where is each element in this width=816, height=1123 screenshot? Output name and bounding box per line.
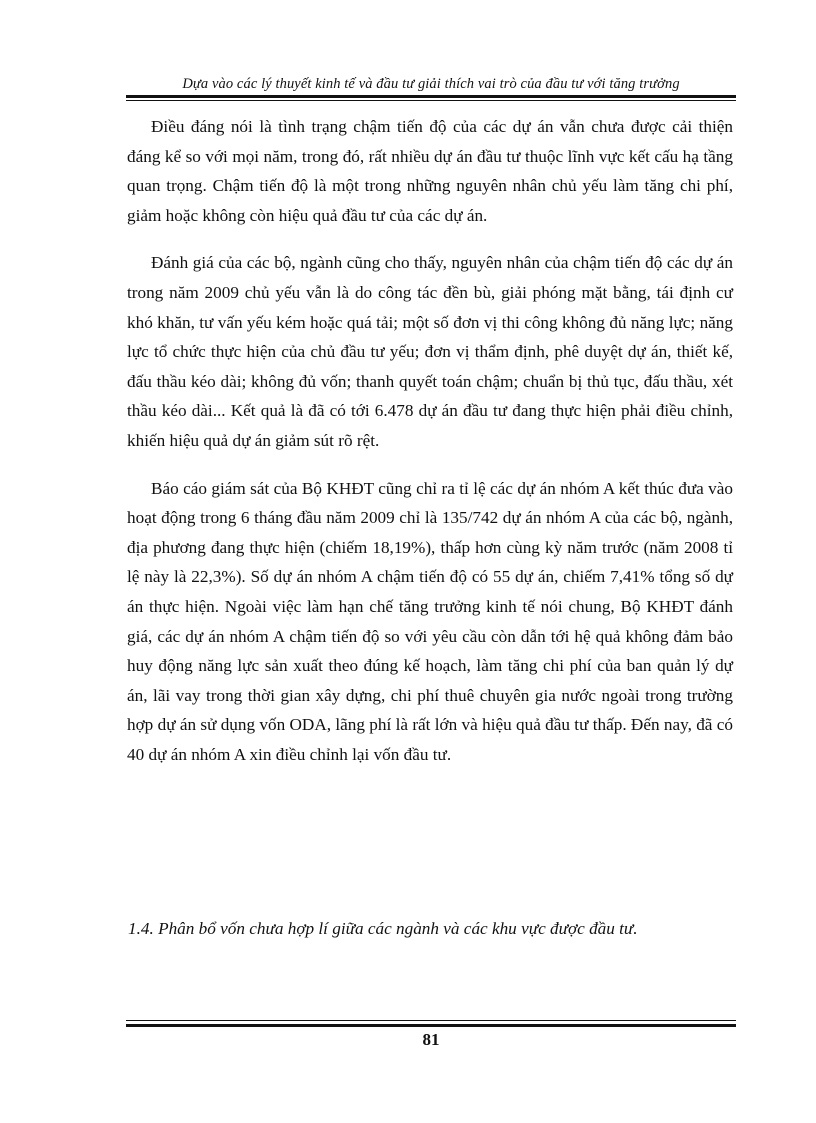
- header-divider-thick: [126, 95, 736, 98]
- header-divider-thin: [126, 100, 736, 101]
- page-number: 81: [422, 1030, 440, 1049]
- footer-divider-thick: [126, 1024, 736, 1027]
- footer-divider-thin: [126, 1020, 736, 1021]
- body-content: [127, 112, 733, 787]
- section-heading: 1.4. Phân bổ vốn chưa hợp lí giữa các ngành và các khu vực được đầu tư.: [128, 919, 638, 938]
- paragraph-3: Báo cáo giám sát của Bộ KHĐT cũng chỉ ra tỉ lệ các dự án nhóm A kết thúc đưa vào hoạt động trong 6 tháng đầu năm 2009 chỉ là 135/742 dự án nhóm A của các bộ, ngành, địa phương đang thực hiện (chiếm 18,19%), thấp hơn cùng kỳ năm trước (năm 2008 tỉ lệ này là 22,3%). Số dự án nhóm A chậm tiến độ có 55 dự án, chiếm 7,41% tổng số dự án thực hiện. Ngoài việc làm hạn chế tăng trưởng kinh tế nói chung, Bộ KHĐT đánh giá, các dự án nhóm A chậm tiến độ so với yêu cầu còn dẫn tới hệ quả không đảm bảo huy động năng lực sản xuất theo đúng kế hoạch, làm tăng chi phí của ban quản lý dự án, lãi vay trong thời gian xây dựng, chi phí thuê chuyên gia nước ngoài trong trường hợp dự án sử dụng vốn ODA, lãng phí là rất lớn và hiệu quả đầu tư thấp. Đến nay, đã có 40 dự án nhóm A xin điều chỉnh lại vốn đầu tư.: [127, 478, 733, 764]
- running-header: Dựa vào các lý thuyết kinh tế và đầu tư giải thích vai trò của đầu tư với tăng trưởng: [182, 76, 680, 92]
- paragraph-2: Đánh giá của các bộ, ngành cũng cho thấy, nguyên nhân của chậm tiến độ các dự án trong năm 2009 chủ yếu vẫn là do công tác đền bù, giải phóng mặt bằng, tái định cư khó khăn, tư vấn yếu kém hoặc quá tải; một số đơn vị thi công không đủ năng lực; năng lực tổ chức thực hiện của chủ đầu tư yếu; đơn vị thẩm định, phê duyệt dự án, thiết kế, đấu thầu kéo dài; không đủ vốn; thanh quyết toán chậm; chuẩn bị thủ tục, đấu thầu, xét thầu kéo dài... Kết quả là đã có tới 6.478 dự án đầu tư đang thực hiện phải điều chỉnh, khiến hiệu quả dự án giảm sút rõ rệt.: [127, 253, 733, 450]
- paragraph-1: Điều đáng nói là tình trạng chậm tiến độ của các dự án vẫn chưa được cải thiện đáng kể so với mọi năm, trong đó, rất nhiều dự án đầu tư thuộc lĩnh vực kết cấu hạ tầng quan trọng. Chậm tiến độ là một trong những nguyên nhân chủ yếu làm tăng chi phí, giảm hoặc không còn hiệu quả đầu tư của các dự án.: [127, 117, 733, 225]
